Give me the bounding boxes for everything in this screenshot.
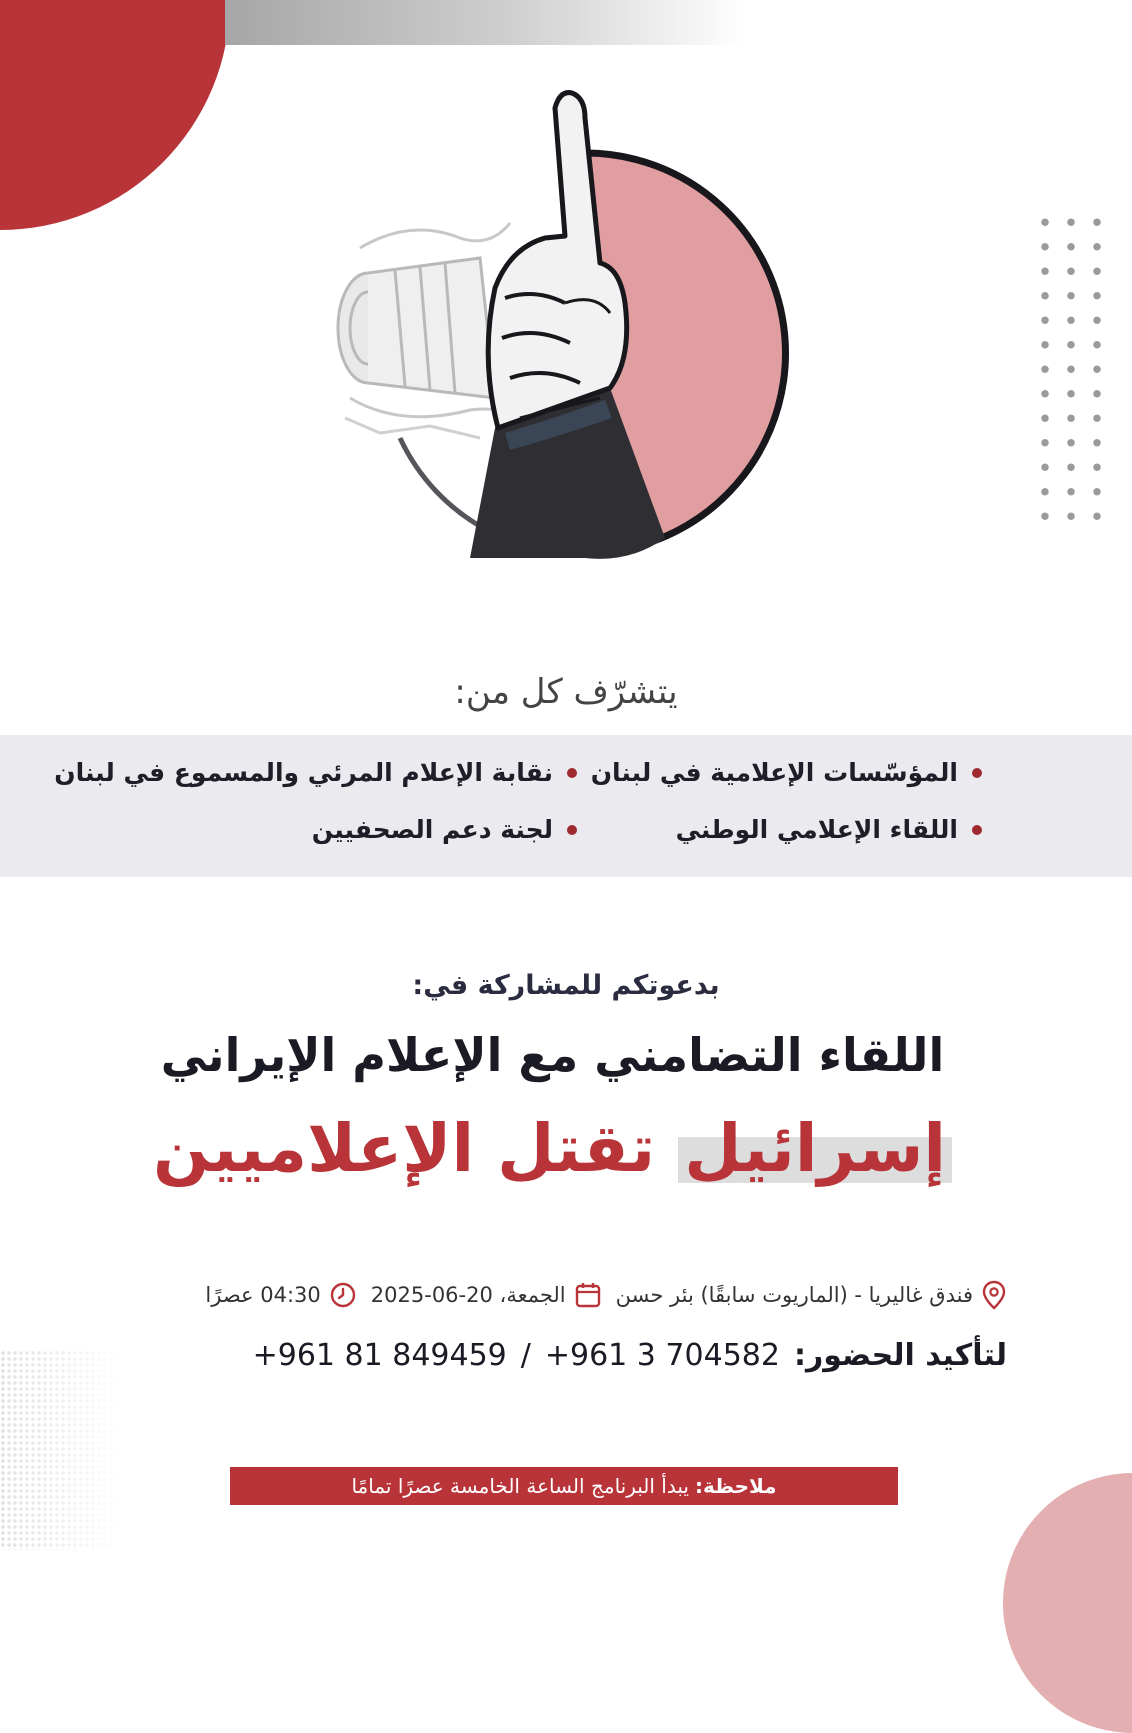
host-item (591, 758, 982, 787)
slogan-word: الإعلاميين (152, 1110, 475, 1187)
host-item (54, 758, 577, 787)
host-item (312, 815, 577, 844)
clock-icon (329, 1281, 357, 1309)
rsvp-phone-1: +961 3 704582 (544, 1338, 780, 1373)
calendar-icon (574, 1281, 602, 1309)
host-item-label: نقابة الإعلام المرئي والمسموع في لبنان (54, 758, 553, 787)
note-text: يبدأ البرنامج الساعة الخامسة عصرًا تمامًا (351, 1474, 689, 1498)
corner-circle-pink (1003, 1473, 1132, 1733)
bullet-icon (972, 768, 982, 778)
raised-finger-illustration (320, 88, 810, 608)
location-text: فندق غاليريا - (الماريوت سابقًا) بئر حسن (615, 1283, 973, 1307)
date-detail (371, 1281, 602, 1309)
time-text: 04:30 عصرًا (205, 1283, 321, 1307)
location-pin-icon (981, 1280, 1007, 1310)
hosts-band (0, 735, 1132, 877)
note-label: ملاحظة: (694, 1474, 777, 1498)
slogan (100, 1110, 1005, 1187)
rsvp-separator: / (520, 1338, 531, 1373)
event-title: اللقاء التضامني مع الإعلام الإيراني (160, 1028, 945, 1082)
event-details (205, 1280, 1007, 1310)
invite-line: بدعوتكم للمشاركة في: (412, 970, 720, 1001)
date-text: الجمعة، 20-06-2025 (370, 1283, 566, 1307)
host-item-label: اللقاء الإعلامي الوطني (675, 815, 958, 844)
slogan-word: تقتل (497, 1110, 656, 1187)
host-item-label: لجنة دعم الصحفيين (311, 815, 553, 844)
dot-grid-decoration (1032, 210, 1110, 520)
bullet-icon (972, 825, 982, 835)
rsvp-label: لتأكيد الحضور: (793, 1338, 1007, 1373)
note-bar (230, 1467, 898, 1505)
corner-circle-red (0, 0, 230, 230)
host-item (676, 815, 982, 844)
time-detail (205, 1281, 356, 1309)
rsvp-line (253, 1338, 1007, 1373)
rsvp-phone-2: +961 81 849459 (252, 1338, 507, 1373)
location-detail (616, 1280, 1007, 1310)
bullet-icon (567, 768, 577, 778)
hosts-title: يتشرّف كل من: (454, 672, 678, 712)
host-item-label: المؤسّسات الإعلامية في لبنان (590, 758, 958, 787)
slogan-highlighted-word: إسرائيل (678, 1110, 952, 1187)
bullet-icon (567, 825, 577, 835)
halftone-decoration (0, 1350, 120, 1550)
top-gradient-bar (225, 0, 745, 45)
